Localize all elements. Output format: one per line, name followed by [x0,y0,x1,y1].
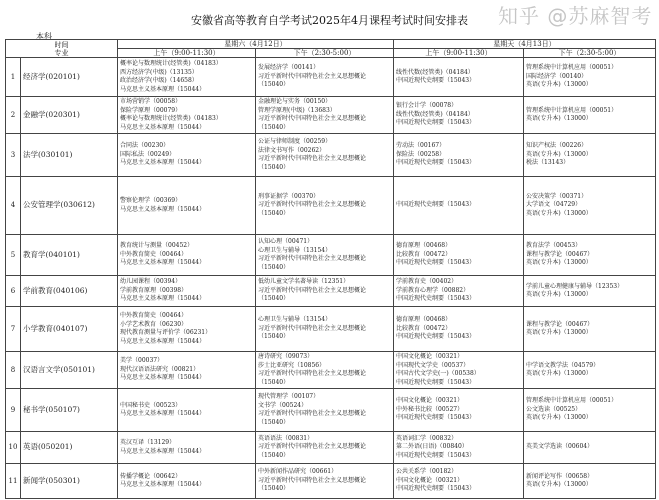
course-item: （15040） [258,451,290,459]
course-cell-sun-pm [524,464,656,499]
row-number: 1 [6,58,21,97]
course-cell-sun-am [394,352,524,389]
course-item: 中国近现代史纲要（15043） [396,119,476,127]
course-item: （15040） [258,263,290,271]
course-item: 管理系统中计算机应用（00051） [526,64,618,72]
major-name: 教育学(040101) [21,235,118,276]
table-row [6,432,656,464]
course-item: 中国文化概论（00321） [396,353,464,360]
course-item: 习近平新时代中国特色社会主义思想概论 [258,72,367,80]
major-name: 经济学(020101) [21,58,118,97]
course-cell-sun-pm [524,134,656,177]
course-item: 马克思主义基本原理（15044） [120,159,206,167]
table-row [6,352,656,389]
course-item: 马克思主义基本原理（15044） [120,410,206,417]
course-item: （15040） [258,295,290,303]
course-cell-sat-am [118,235,256,276]
header-time-major [6,40,118,58]
header-major: 专业 [54,48,69,57]
course-item: （15040） [258,209,290,217]
course-item: 学前儿童心理健康与辅导（12353） [526,282,624,290]
course-item: 公共关系学（00182） [396,468,458,476]
course-cell-sat-pm [256,352,394,389]
table-row [6,97,656,134]
course-item: 认知心理（00471） [258,238,314,245]
course-item: 马克思主义基本原理（15044） [120,447,206,455]
major-name: 公安管理学(030612) [21,177,118,235]
course-item: 大学语文（04729） [526,201,582,209]
exam-schedule-table [5,39,656,499]
course-cell-sun-am [394,432,524,464]
table-row [6,58,656,97]
course-item: （15040） [258,418,290,426]
course-cell-sat-am [118,389,256,432]
course-item: 马克思主义基本原理（15044） [120,374,206,382]
course-item: 金融理论与实务（00150） [258,98,332,105]
course-item: 马克思主义基本原理（15044） [120,337,206,345]
course-item: 中国近现代史纲要（15043） [396,378,476,386]
course-item: 英美文学选读（00604） [526,443,594,451]
course-item: 公安决策学（00371） [526,192,588,200]
course-cell-sat-pm [256,58,394,97]
course-item: 学前教育史（00402） [396,278,458,286]
course-item: 习近平新时代中国特色社会主义思想概论 [258,443,367,451]
course-item: 劳动法（00167） [396,142,446,150]
course-item: 中国文化概论（00321） [396,476,464,484]
course-item: 低幼儿童文学名著导读（12351） [258,278,350,286]
course-item: （15040） [258,378,290,386]
row-number: 5 [6,235,21,276]
row-number: 11 [6,464,21,499]
course-item: 德育原理（00468） [396,242,452,250]
course-item: 发展经济学（00141） [258,64,320,72]
course-item: 习近平新时代中国特色社会主义思想概论 [258,255,367,262]
course-item: 幼儿园课程（00394） [120,278,182,286]
course-cell-sat-am [118,276,256,307]
course-item: 中国古代文学史(一)（00538） [396,370,480,377]
course-item: 马克思主义基本原理（15044） [120,123,206,131]
course-item: 公证与律师制度（00259） [258,138,332,145]
row-number: 6 [6,276,21,307]
course-item: 英语(专升本)（13000） [526,481,592,488]
course-item: 中国近现代史纲要（15043） [396,159,476,167]
major-name: 学前教育(040106) [21,276,118,307]
course-item: 刑事证据学（00370） [258,192,320,200]
level-label: 本科 [36,32,52,41]
course-cell-sun-pm [524,97,656,134]
course-item: 英语(专升本)（13000） [526,209,592,217]
course-item: 文书学（00524） [258,401,308,409]
course-item: 传播学概论（00642） [120,472,182,480]
course-cell-sat-pm [256,134,394,177]
course-item: 小学艺术教育（06230） [120,320,188,328]
course-cell-sun-am [394,307,524,352]
course-item: 马克思主义基本原理（15044） [120,205,206,213]
course-item: 习近平新时代中国特色社会主义思想概论 [258,410,367,417]
course-cell-sat-am [118,352,256,389]
course-item: 课程与教学论（00467） [526,250,594,258]
header-day2-pm: 下午（2:30-5:00） [524,49,656,58]
course-item: 现代汉语语法研究（00821） [120,365,200,373]
course-cell-sun-am [394,58,524,97]
course-cell-sat-pm [256,235,394,276]
course-item: 中国近现代史纲要（15043） [396,485,476,493]
course-cell-sat-am [118,58,256,97]
header-time: 时间 [54,40,69,49]
course-item: 马克思主义基本原理（15044） [120,295,206,303]
major-name: 小学教育(040107) [21,307,118,352]
course-cell-sat-am [118,177,256,235]
course-item: 英语词汇学（00832） [396,434,458,442]
course-item: 英语(专升本)（13000） [526,291,592,298]
course-cell-sun-pm [524,177,656,235]
table-row [6,177,656,235]
row-number: 8 [6,352,21,389]
course-item: 德育原理（00468） [396,316,452,324]
header-day1-am: 上午（9:00-11:30） [118,49,256,58]
course-cell-sat-am [118,134,256,177]
page-title: 安徽省高等教育自学考试2025年4月课程考试时间安排表 [191,14,468,27]
row-number: 10 [6,432,21,464]
course-cell-sun-pm [524,352,656,389]
table-row [6,134,656,177]
course-item: 教育统计与测量（00452） [120,242,194,250]
course-item: 唐诗研究（09073） [258,353,314,360]
table-row [6,464,656,499]
course-item: 管理系统中计算机应用（00051） [526,397,618,405]
course-item: 中学语文教学法（04579） [526,361,600,369]
course-cell-sat-pm [256,177,394,235]
course-item: 比较教育（00472） [396,250,452,258]
course-item: 习近平新时代中国特色社会主义思想概论 [258,201,367,209]
table-row [6,276,656,307]
course-item: 保险法（00258） [396,150,446,158]
watermark: 知乎 @苏麻智考 [498,4,653,28]
course-item: （15040） [258,485,290,493]
course-cell-sun-am [394,97,524,134]
course-item: 心理卫生与辅导（13154） [258,246,332,254]
course-item: 法律文书写作（00262） [258,146,326,154]
course-item: 马克思主义基本原理（15044） [120,481,206,488]
course-item: 中外教育简史（00464） [120,250,188,258]
course-item: 英语(专升本)（13000） [526,329,592,336]
course-cell-sun-pm [524,276,656,307]
major-name: 新闻学(050301) [21,464,118,499]
course-item: 中国近现代史纲要（15043） [396,333,476,341]
course-item: 习近平新时代中国特色社会主义思想概论 [258,476,367,484]
course-item: 中国近现代史纲要（15043） [396,201,476,209]
course-item: 管理学原理(中级)（13683） [258,106,336,114]
course-item: 教育法学（00453） [526,242,582,250]
course-cell-sat-pm [256,97,394,134]
course-item: （15040） [258,123,290,131]
course-item: 美学（00037） [120,357,164,365]
course-item: 政治经济学(中级)（14658） [120,77,198,84]
course-cell-sat-am [118,432,256,464]
course-item: 现代管理学（00107） [258,393,320,400]
course-item: 中外秘书比较（00527） [396,405,464,413]
course-cell-sun-am [394,464,524,499]
course-item: 英语(专升本)（13000） [526,150,592,158]
course-item: 市场营销学（00058） [120,98,182,105]
course-item: 马克思主义基本原理（15044） [120,259,206,267]
major-name: 汉语言文学(050101) [21,352,118,389]
course-item: 银行会计学（00078） [396,102,458,110]
course-item: 保险学原理（00079） [120,106,182,114]
course-item: （15040） [258,81,290,89]
course-item: （15040） [258,163,290,171]
course-item: 知识产权法（00226） [526,142,588,150]
course-item: 中国近现代史纲要（15043） [396,77,476,84]
course-cell-sat-pm [256,307,394,352]
course-item: 英语(专升本)（13000） [526,81,592,89]
header-day1-pm: 下午（2:30-5:00） [256,49,394,58]
course-item: 税法（13143） [526,159,570,167]
course-cell-sun-pm [524,58,656,97]
course-item: 习近平新时代中国特色社会主义思想概论 [258,370,367,377]
course-item: 英语(专升本)（13000） [526,115,592,122]
course-item: 马克思主义基本原理（15044） [120,85,206,93]
course-item: 新闻评论写作（00658） [526,472,594,480]
course-cell-sun-am [394,177,524,235]
course-item: 习近平新时代中国特色社会主义思想概论 [258,324,367,332]
course-item: 合同法（00230） [120,142,170,150]
course-item: 现代教育测量与评价学（06231） [120,329,212,336]
course-cell-sun-pm [524,307,656,352]
course-item: 英语语法（00831） [258,434,314,442]
course-item: 心理卫生与辅导（13154） [258,316,332,324]
course-item: 习近平新时代中国特色社会主义思想概论 [258,286,367,294]
table-row [6,389,656,432]
course-item: 习近平新时代中国特色社会主义思想概论 [258,115,367,122]
course-item: 比较教育（00472） [396,324,452,332]
course-cell-sat-pm [256,276,394,307]
course-item: 学前教育心理学（00882） [396,286,470,294]
course-item: 中国近现代史纲要（15043） [396,295,476,303]
course-item: 西方经济学(中级)（13135） [120,68,198,76]
course-cell-sat-pm [256,389,394,432]
course-item: 中外新闻作品研究（00661） [258,468,338,476]
header-day2-am: 上午（9:00-11:30） [394,49,524,58]
course-item: 管理系统中计算机应用（00051） [526,106,618,114]
row-number: 4 [6,177,21,235]
header-day1: 星期六（4月12日） [118,40,394,49]
course-cell-sun-pm [524,432,656,464]
course-cell-sat-am [118,464,256,499]
course-item: 英汉互译（13129） [120,439,176,446]
course-cell-sun-am [394,389,524,432]
course-item: 线性代数(经管类)（04184） [396,68,474,76]
course-cell-sun-pm [524,235,656,276]
course-item: 英语(专升本)（13000） [526,414,592,422]
course-item: 学前教育原理（00398） [120,286,188,294]
course-item: 中国近现代史纲要（15043） [396,414,476,422]
course-item: 英语(专升本)（13000） [526,370,592,377]
course-cell-sat-pm [256,464,394,499]
course-cell-sun-am [394,235,524,276]
course-cell-sun-am [394,134,524,177]
major-name: 法学(030101) [21,134,118,177]
course-item: 公文选读（00525） [526,405,582,413]
course-item: 中国秘书史（00523） [120,401,182,409]
course-item: 国际私法（00249） [120,150,176,158]
course-item: （15040） [258,333,290,341]
course-cell-sun-pm [524,389,656,432]
row-number: 9 [6,389,21,432]
major-name: 英语(050201) [21,432,118,464]
course-item: 线性代数(经管类)（04184） [396,110,474,118]
course-item: 概率论与数理统计(经管类)（04183） [120,60,222,67]
major-name: 金融学(020301) [21,97,118,134]
course-item: 第二外语(日语)（00840） [396,443,468,451]
course-cell-sun-am [394,276,524,307]
major-name: 秘书学(050107) [21,389,118,432]
course-item: 中国近现代史纲要（15043） [396,451,476,459]
row-number: 3 [6,134,21,177]
course-cell-sat-am [118,97,256,134]
course-item: 国际经济学（00140） [526,72,588,80]
table-row [6,235,656,276]
row-number: 7 [6,307,21,352]
course-item: 课程与教学论（00467） [526,320,594,328]
course-item: 中国近现代史纲要（15043） [396,259,476,267]
course-item: 中外教育简史（00464） [120,312,188,319]
row-number: 2 [6,97,21,134]
course-item: 英语(专升本)（13000） [526,259,592,267]
table-row [6,307,656,352]
course-item: 习近平新时代中国特色社会主义思想概论 [258,155,367,162]
course-cell-sat-am [118,307,256,352]
course-item: 中国现代文学史（00537） [396,361,470,369]
course-item: 中国文化概论（00321） [396,397,464,405]
header-day2: 星期天（4月13日） [394,40,656,49]
course-item: 警察伦理学（00369） [120,197,182,204]
course-cell-sat-pm [256,432,394,464]
course-item: 莎士比亚研究（10856） [258,361,326,369]
course-item: 概率论与数理统计(经管类)（04183） [120,115,222,122]
